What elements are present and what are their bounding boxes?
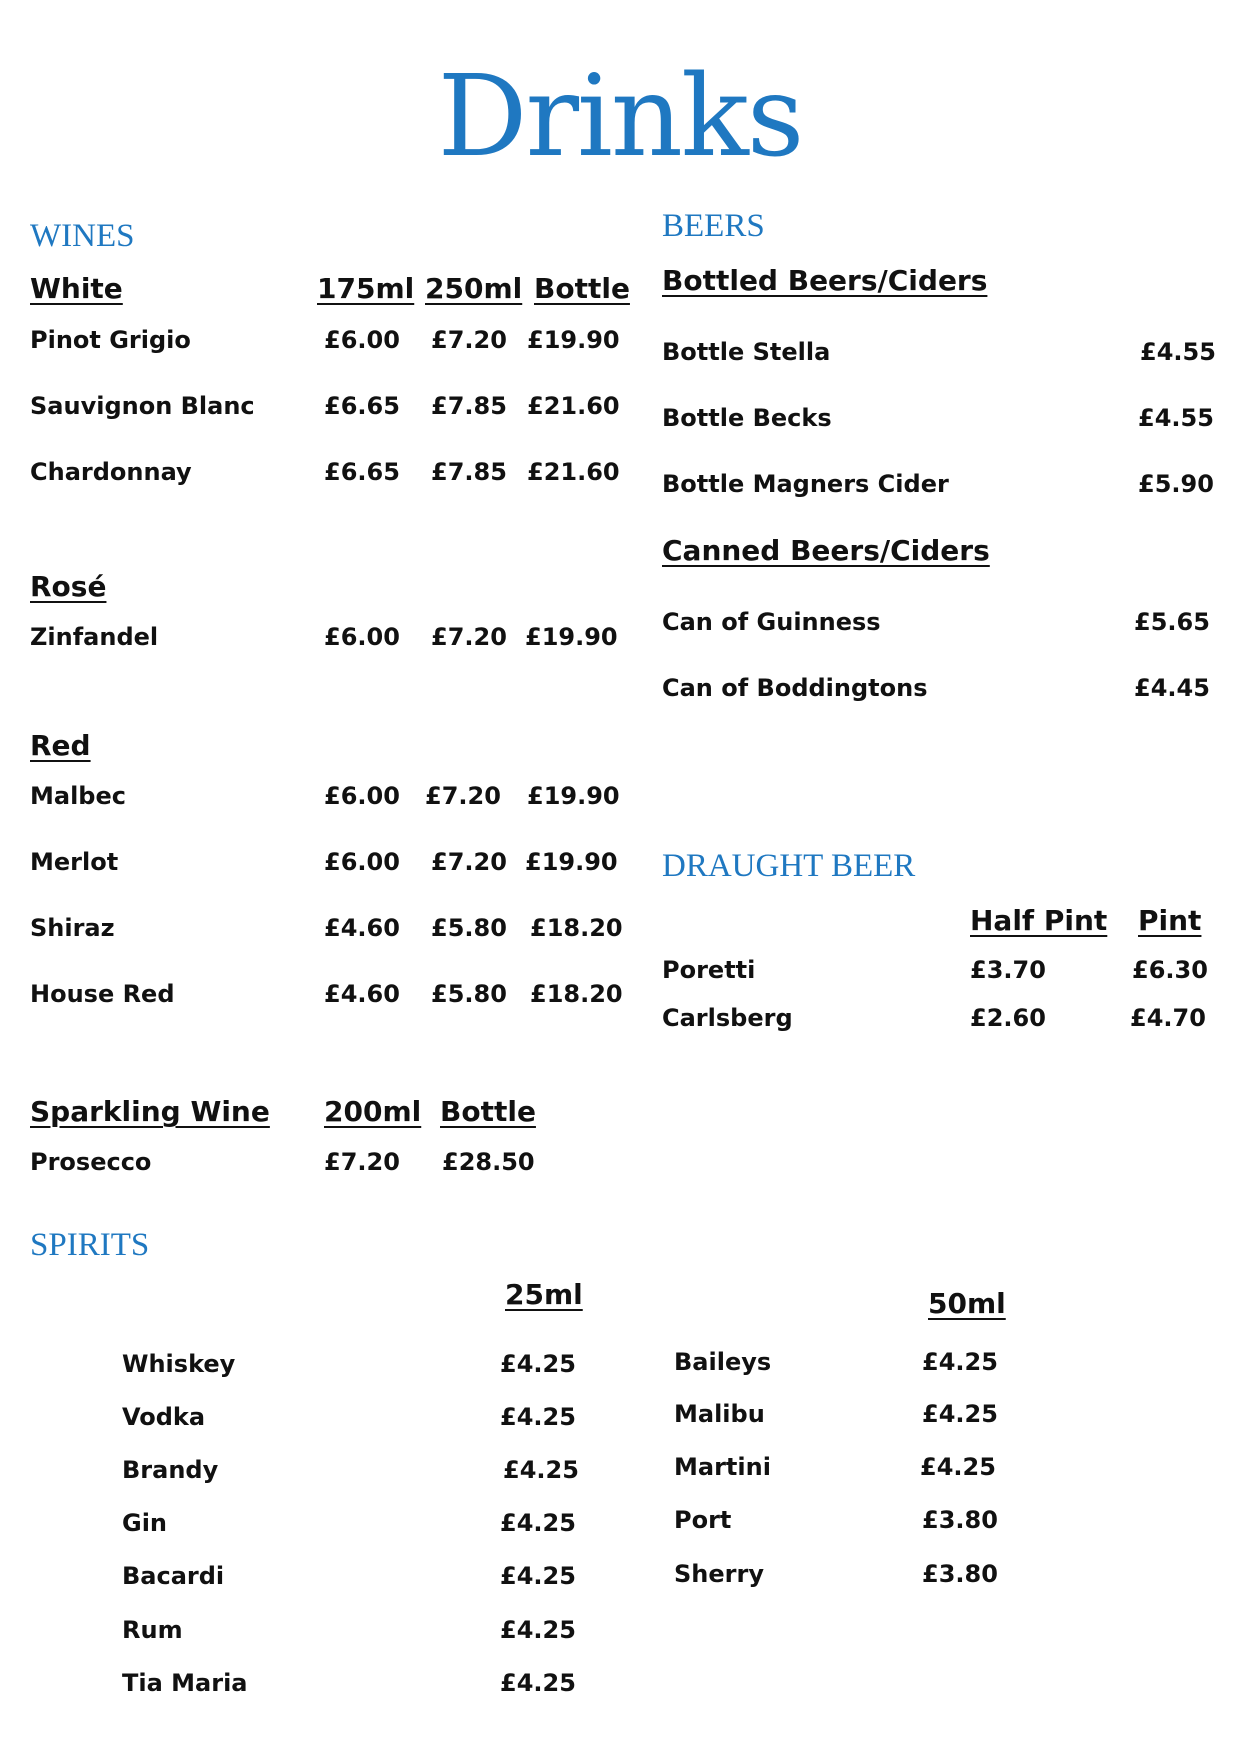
wine-price-250ml: £7.20 — [431, 326, 507, 354]
wine-price-250ml: £5.80 — [431, 914, 507, 942]
wine-price-175ml: £6.00 — [324, 848, 400, 876]
bottled-beers-heading: Bottled Beers/Ciders — [662, 264, 988, 297]
wine-price-bottle: £19.90 — [527, 782, 620, 810]
spirit-price: £4.25 — [500, 1562, 576, 1590]
sparkling-wine-heading: Sparkling Wine — [30, 1095, 270, 1128]
wine-price-bottle: £19.90 — [527, 326, 620, 354]
spirit-name: Martini — [674, 1453, 771, 1481]
col-bottle-header: Bottle — [440, 1095, 536, 1128]
spirit-price: £4.25 — [500, 1350, 576, 1378]
spirit-price: £4.25 — [500, 1669, 576, 1697]
spirit-name: Rum — [122, 1616, 183, 1644]
wine-name: House Red — [30, 980, 175, 1008]
col-175ml-header: 175ml — [317, 272, 415, 305]
beer-name: Bottle Magners Cider — [662, 470, 949, 498]
wine-price-bottle: £21.60 — [527, 392, 620, 420]
beer-name: Bottle Stella — [662, 338, 831, 366]
spirit-name: Vodka — [122, 1403, 206, 1431]
wine-price-250ml: £7.85 — [431, 458, 507, 486]
col-200ml-header: 200ml — [324, 1095, 422, 1128]
wine-name: Sauvignon Blanc — [30, 392, 255, 420]
draught-price-half-pint: £3.70 — [970, 956, 1046, 984]
col-pint-header: Pint — [1138, 904, 1202, 937]
wines-heading: WINES — [30, 218, 135, 254]
spirit-price: £4.25 — [922, 1348, 998, 1376]
col-50ml-header: 50ml — [928, 1287, 1006, 1320]
white-wine-heading: White — [30, 272, 123, 305]
spirit-name: Sherry — [674, 1560, 764, 1588]
wine-name: Merlot — [30, 848, 119, 876]
spirit-name: Baileys — [674, 1348, 772, 1376]
spirit-name: Port — [674, 1506, 732, 1534]
spirit-name: Bacardi — [122, 1562, 225, 1590]
spirit-price: £4.25 — [500, 1616, 576, 1644]
col-25ml-header: 25ml — [505, 1278, 583, 1311]
spirit-name: Malibu — [674, 1400, 765, 1428]
col-half-pint-header: Half Pint — [970, 904, 1108, 937]
beer-price: £5.65 — [1134, 608, 1210, 636]
col-250ml-header: 250ml — [425, 272, 523, 305]
spirit-name: Gin — [122, 1509, 168, 1537]
wine-price-175ml: £6.00 — [324, 326, 400, 354]
wine-price-bottle: £18.20 — [530, 980, 623, 1008]
wine-price-bottle: £21.60 — [527, 458, 620, 486]
wine-name: Zinfandel — [30, 623, 159, 651]
col-bottle-header: Bottle — [534, 272, 630, 305]
wine-name: Pinot Grigio — [30, 326, 191, 354]
wine-price-bottle: £19.90 — [525, 623, 618, 651]
beer-price: £4.45 — [1134, 674, 1210, 702]
spirit-price: £4.25 — [503, 1456, 579, 1484]
wine-name: Shiraz — [30, 914, 115, 942]
wine-name: Chardonnay — [30, 458, 192, 486]
spirit-price: £3.80 — [922, 1506, 998, 1534]
spirit-price: £4.25 — [500, 1509, 576, 1537]
beer-price: £5.90 — [1138, 470, 1214, 498]
beer-name: Can of Boddingtons — [662, 674, 928, 702]
spirit-price: £4.25 — [500, 1403, 576, 1431]
wine-price-250ml: £7.20 — [425, 782, 501, 810]
draught-name: Carlsberg — [662, 1004, 793, 1032]
spirit-name: Brandy — [122, 1456, 219, 1484]
wine-price-175ml: £4.60 — [324, 980, 400, 1008]
wine-price-bottle: £28.50 — [442, 1148, 535, 1176]
beer-price: £4.55 — [1138, 404, 1214, 432]
spirit-price: £4.25 — [922, 1400, 998, 1428]
spirits-heading: SPIRITS — [30, 1227, 150, 1263]
beer-price: £4.55 — [1140, 338, 1216, 366]
wine-name: Prosecco — [30, 1148, 152, 1176]
draught-price-half-pint: £2.60 — [970, 1004, 1046, 1032]
wine-price-250ml: £5.80 — [431, 980, 507, 1008]
spirit-name: Whiskey — [122, 1350, 236, 1378]
draught-beer-heading: DRAUGHT BEER — [662, 848, 916, 884]
wine-price-175ml: £6.00 — [324, 623, 400, 651]
wine-price-200ml: £7.20 — [324, 1148, 400, 1176]
canned-beers-heading: Canned Beers/Ciders — [662, 534, 990, 567]
wine-price-250ml: £7.85 — [431, 392, 507, 420]
beer-name: Bottle Becks — [662, 404, 832, 432]
page-title: Drinks — [437, 52, 803, 182]
wine-price-175ml: £4.60 — [324, 914, 400, 942]
wine-price-250ml: £7.20 — [431, 623, 507, 651]
draught-price-pint: £6.30 — [1132, 956, 1208, 984]
rose-wine-heading: Rosé — [30, 570, 107, 603]
spirit-price: £4.25 — [920, 1453, 996, 1481]
wine-price-175ml: £6.65 — [324, 458, 400, 486]
wine-price-250ml: £7.20 — [431, 848, 507, 876]
wine-price-175ml: £6.65 — [324, 392, 400, 420]
spirit-price: £3.80 — [922, 1560, 998, 1588]
red-wine-heading: Red — [30, 729, 91, 762]
wine-price-bottle: £19.90 — [525, 848, 618, 876]
beer-name: Can of Guinness — [662, 608, 881, 636]
wine-name: Malbec — [30, 782, 126, 810]
draught-price-pint: £4.70 — [1130, 1004, 1206, 1032]
beers-heading: BEERS — [662, 208, 765, 244]
wine-price-bottle: £18.20 — [530, 914, 623, 942]
wine-price-175ml: £6.00 — [324, 782, 400, 810]
spirit-name: Tia Maria — [122, 1669, 248, 1697]
draught-name: Poretti — [662, 956, 756, 984]
